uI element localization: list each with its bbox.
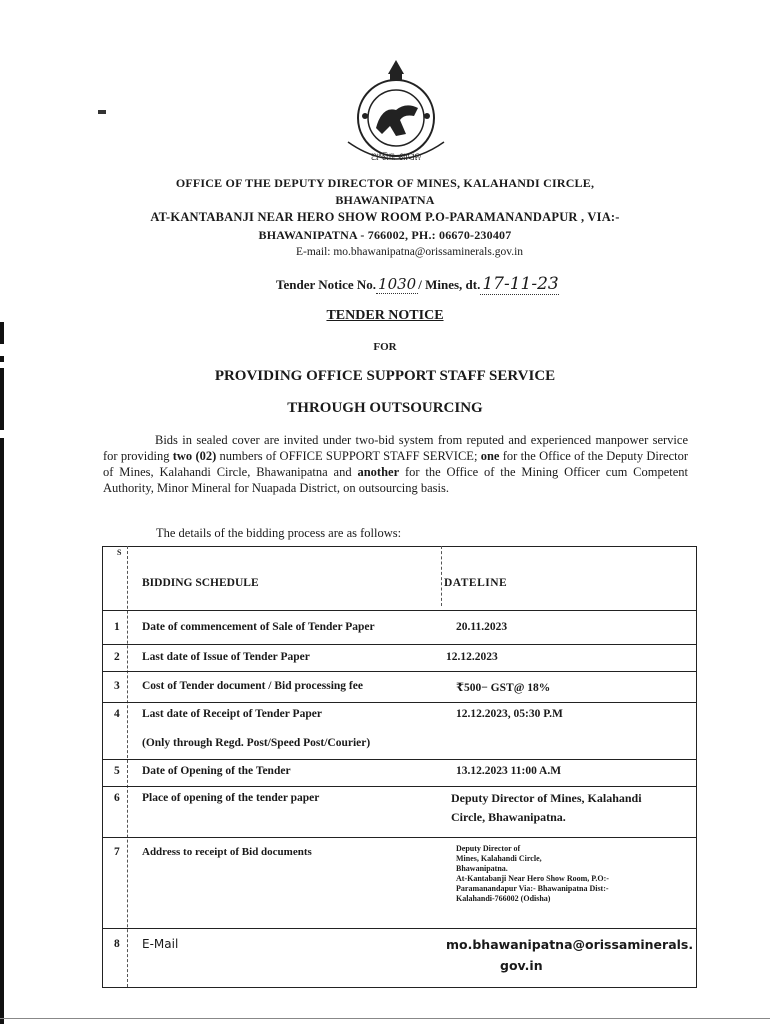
table-row <box>102 838 696 929</box>
odisha-state-emblem <box>334 58 458 170</box>
row-label: Last date of Receipt of Tender Paper <box>142 708 322 720</box>
emblem-motto: ଅଂଶିଜ୍ଞ ଶାସନ <box>370 152 422 163</box>
row-value: Deputy Director of Mines, Kalahandi <box>451 791 642 805</box>
notice-middle: / Mines, dt. <box>418 277 481 292</box>
row-label: Date of commencement of Sale of Tender Paper <box>142 621 375 633</box>
page-bottom-edge <box>0 1018 770 1019</box>
row-label: Date of Opening of the Tender <box>142 765 291 777</box>
row-value: 13.12.2023 11:00 A.M <box>456 765 562 777</box>
office-name-line: OFFICE OF THE DEPUTY DIRECTOR OF MINES, KALAHANDI CIRCLE, <box>175 176 595 190</box>
table-row <box>102 703 696 760</box>
row-label: Place of opening of the tender paper <box>142 792 320 804</box>
row-serial: 2 <box>114 651 120 663</box>
invitation-paragraph: Bids in sealed cover are invited under two-bid system from reputed and experienced manpower service for providing two (02) numbers of OFFICE SUPPORT STAFF SERVICE; one for the Office of the Deputy Director of Mines, Kalahandi Circle, Bhawanipatna and another for the Office of the Mining Officer cum Competent Authority, Minor Mineral for Nuapada District, on outsourcing basis. <box>103 433 689 495</box>
service-title-line1: PROVIDING OFFICE SUPPORT STAFF SERVICE <box>214 368 556 384</box>
notice-date: 17-11-23 <box>482 274 559 294</box>
row-value-cont: Circle, Bhawanipatna. <box>451 810 566 824</box>
row-value: ₹500− GST@ 18% <box>456 682 551 694</box>
row-label: Cost of Tender document / Bid processing fee <box>142 680 363 692</box>
tender-notice-title: TENDER NOTICE <box>326 308 444 323</box>
office-phone-line: BHAWANIPATNA - 766002, PH.: 06670-230407 <box>258 228 512 242</box>
row-value: 12.12.2023 <box>446 651 498 663</box>
row-label: Address to receipt of Bid documents <box>142 846 312 858</box>
row-label: Last date of Issue of Tender Paper <box>142 651 310 663</box>
notice-prefix: Tender Notice No. <box>276 277 377 292</box>
bidding-intro-text: The details of the bidding process are as follows: <box>156 526 402 540</box>
row-serial: 6 <box>114 792 120 804</box>
header-column-divider <box>441 546 443 606</box>
row-value-cont[interactable]: gov.in <box>500 958 543 973</box>
scan-margin-mark <box>0 356 4 362</box>
row-serial: 8 <box>114 938 120 950</box>
row-label-note: (Only through Regd. Post/Speed Post/Courier) <box>142 737 371 749</box>
row-value[interactable]: mo.bhawanipatna@orissaminerals. <box>446 937 694 952</box>
service-title-line2: THROUGH OUTSOURCING <box>287 400 483 416</box>
row-serial: 1 <box>114 621 120 633</box>
table-row <box>102 672 696 703</box>
table-row <box>102 929 696 988</box>
table-row <box>102 760 696 787</box>
row-value: 20.11.2023 <box>456 621 508 633</box>
bidding-schedule-header: BIDDING SCHEDULE <box>142 577 259 589</box>
row-serial: 3 <box>114 680 120 692</box>
table-sn-header: S <box>117 548 122 557</box>
row-serial: 7 <box>114 846 120 858</box>
for-label: FOR <box>373 341 397 353</box>
tender-notice-reference <box>276 274 559 294</box>
office-address-line: AT-KANTABANJI NEAR HERO SHOW ROOM P.O-PARAMANANDAPUR , VIA:- <box>150 210 620 224</box>
row-serial: 5 <box>114 765 120 777</box>
table-row <box>102 645 696 672</box>
office-email-line: E-mail: mo.bhawanipatna@orissaminerals.gov.in <box>296 246 524 258</box>
office-city-line: BHAWANIPATNA <box>335 193 435 207</box>
row-serial: 4 <box>114 708 120 720</box>
dateline-header: DATELINE <box>444 577 508 589</box>
notice-number: 1030 <box>378 275 417 293</box>
row-value: 12.12.2023, 05:30 P.M <box>456 708 563 720</box>
scan-margin-mark <box>0 438 4 1024</box>
table-row <box>102 787 696 838</box>
bid-address-block: Deputy Director of Mines, Kalahandi Circle, Bhawanipatna. At-Kantabanji Near Hero Show Room, P.O:- Paramanandapur Via:- Bhawanipatna Dist:- Kalahandi-766002 (Odisha) <box>456 844 609 903</box>
table-row <box>102 611 696 645</box>
scan-speck <box>98 110 106 114</box>
row-label: E-Mail <box>142 937 179 951</box>
